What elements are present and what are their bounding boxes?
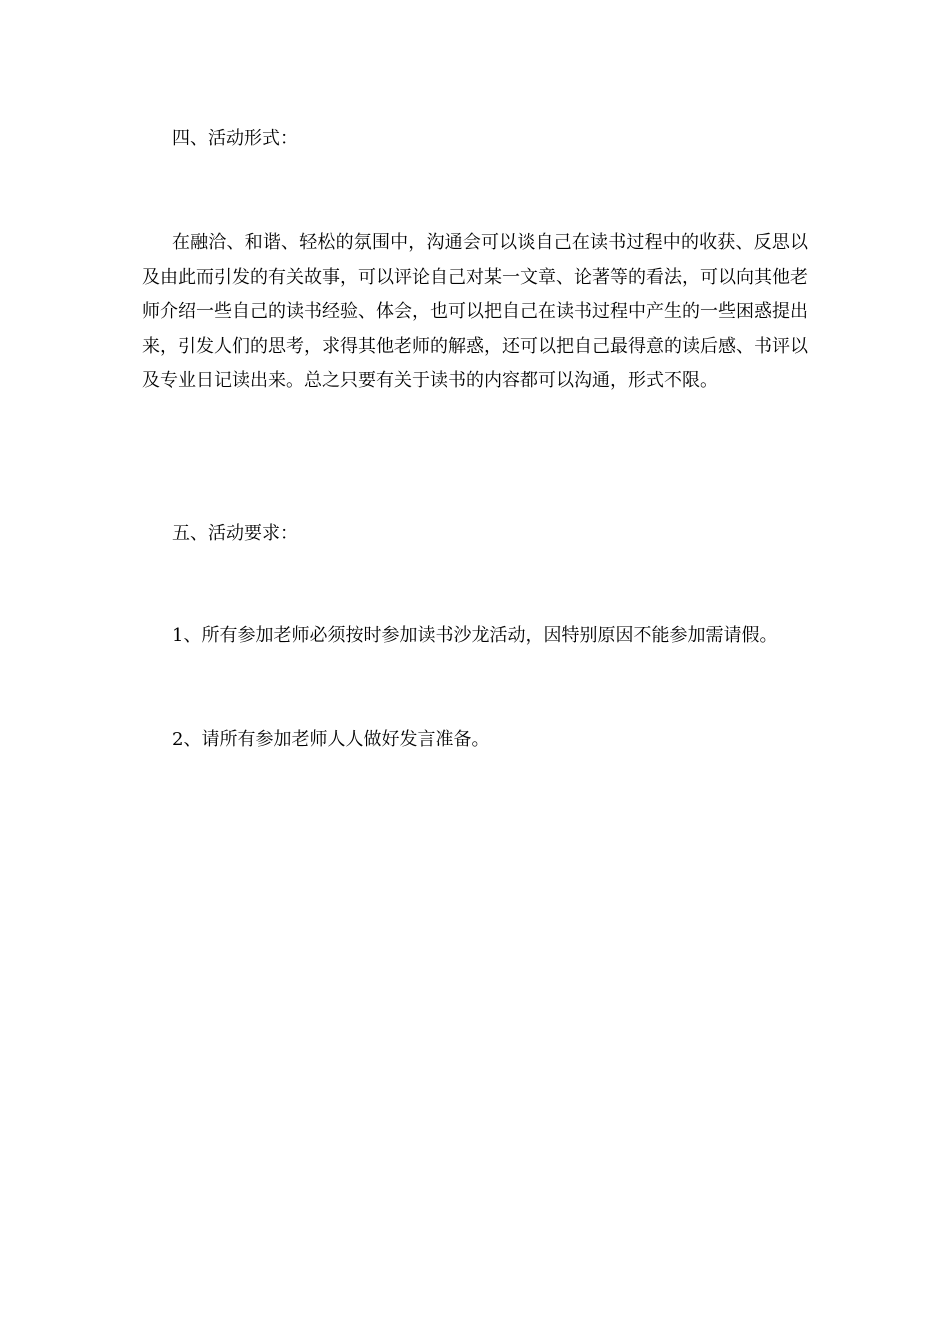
- requirement-item-2: 2、请所有参加老师人人做好发言准备。: [172, 729, 490, 750]
- section-4-heading: 四、活动形式：: [172, 128, 298, 149]
- section-4-body: 在融洽、和谐、轻松的氛围中，沟通会可以谈自己在读书过程中的收获、反思以及由此而引发的有关故事，可以评论自己对某一文章、论著等的看法，可以向其他老师介绍一些自己的读书经验、体会，也可以把自己在读书过程中产生的一些困惑提出来，引发人们的思考，求得其他老师的解惑，还可以把自己最得意的读后感、书评以及专业日记读出来。总之只要有关于读书的内容都可以沟通，形式不限。: [142, 232, 808, 391]
- section-5-heading: 五、活动要求：: [172, 523, 298, 544]
- requirement-item-1: 1、所有参加老师必须按时参加读书沙龙活动，因特别原因不能参加需请假。: [172, 625, 778, 646]
